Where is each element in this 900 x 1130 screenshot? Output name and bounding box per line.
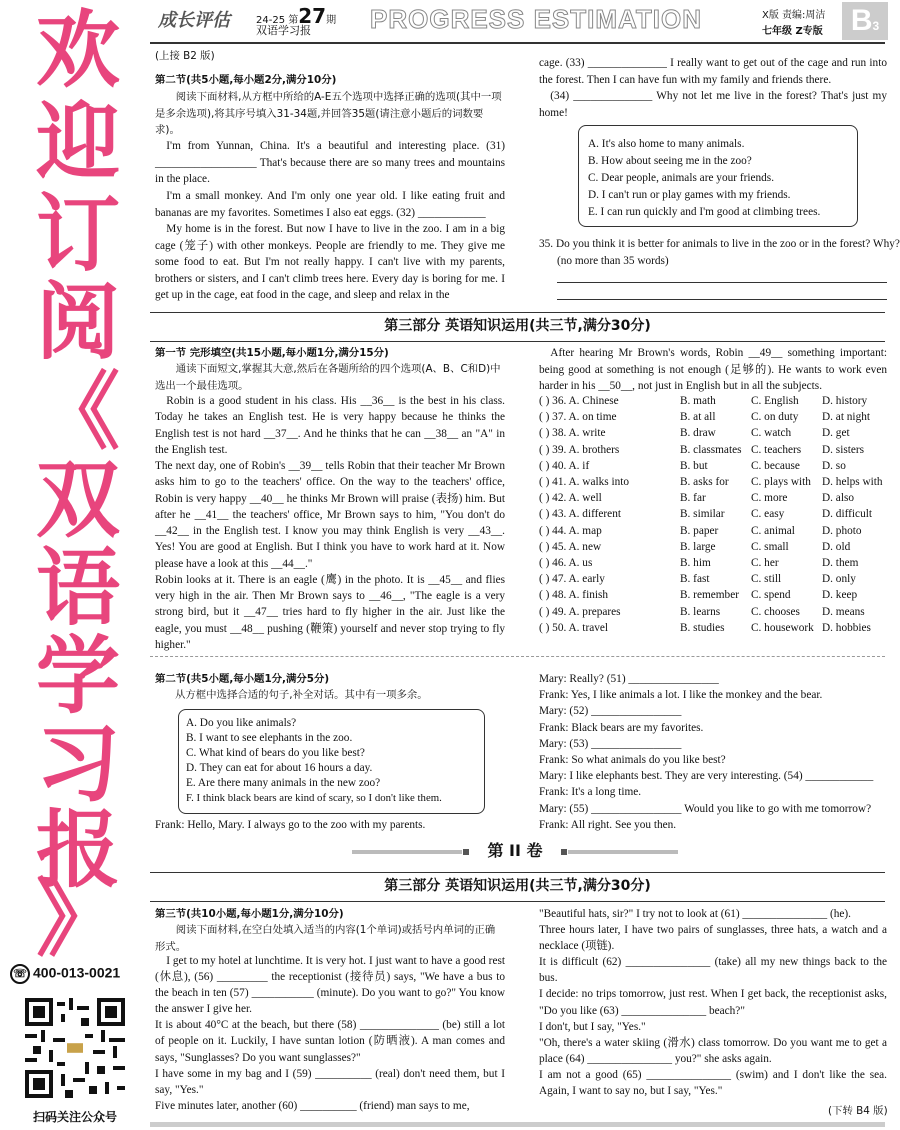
banner-title: PROGRESS ESTIMATION (370, 4, 702, 34)
dialogue-option: C. What kind of bears do you like best? (186, 747, 365, 759)
cloze-title: 第一节 完形填空(共15小题,每小题1分,满分15分) (155, 347, 389, 359)
reading-para-1: I'm from Yunnan, China. It's a beautiful and interesting place. (31) __________________ That's because there are so many trees and mountains in the place. (155, 140, 505, 186)
option-item: D. I can't run or play games with my friends. (588, 189, 791, 201)
section-rule (150, 312, 885, 313)
section-rule (150, 872, 885, 873)
choice-option[interactable]: B. asks for (680, 476, 729, 488)
dialogue-line: Mary: I like elephants best. They are very interesting. (54) ____________ (539, 770, 874, 783)
answer-line[interactable] (557, 299, 887, 300)
choice-option[interactable]: B. far (680, 492, 706, 505)
dialogue-option: A. Do you like animals? (186, 717, 297, 729)
promo-char: 欢 (35, 1, 120, 99)
promo-char: 》 (35, 870, 120, 968)
choice-option[interactable]: C. plays with (751, 476, 811, 488)
choice-option[interactable]: B. draw (680, 427, 716, 440)
part3-title-2: 第三部分 英语知识运用(共三节,满分30分) (384, 878, 651, 894)
dialogue-line: Frank: Black bears are my favorites. (539, 721, 704, 734)
choice-option[interactable]: C. spend (751, 589, 791, 602)
dialogue-line: Mary: (53) ________________ (539, 737, 682, 750)
section-title: 第二节(共5小题,每小题2分,满分10分) (155, 74, 337, 86)
edition-label: X版 责编:周洁 (762, 10, 826, 21)
choice-option[interactable]: C. English (751, 395, 799, 407)
answer-line[interactable] (557, 282, 887, 283)
option-item: B. How about seeing me in the zoo? (588, 155, 752, 167)
dialogue-option: D. They can eat for about 16 hours a day. (186, 762, 373, 774)
part3-title: 第三部分 英语知识运用(共三节,满分30分) (384, 318, 651, 334)
dialogue-line: Frank: It's a long time. (539, 786, 642, 799)
page-badge (842, 2, 888, 40)
dialogue-line: Mary: Really? (51) ________________ (539, 673, 719, 685)
dialogue-option: E. Are there many animals in the new zoo? (186, 777, 381, 789)
choice-option[interactable]: B. fast (680, 573, 710, 586)
section-instructions: 阅读下面材料,从方框中所给的A-E五个选项中选择正确的选项(其中一项是多余选项),将其序号填入31-34题,并回答35题(请注意小题后的词数要求)。 (155, 91, 502, 137)
choice-option[interactable]: D. keep (822, 589, 858, 602)
promo-char: 双 (35, 451, 120, 549)
qr-code[interactable] (25, 998, 125, 1098)
reading-para-4: (34) ______________ Why not let me live in the forest? That's just my home! (539, 90, 887, 119)
choice-option[interactable]: D. means (822, 605, 865, 618)
choice-option[interactable]: D. so (822, 459, 846, 472)
cloze-passage-end: After hearing Mr Brown's words, Robin __49__ something important: being good at something is not enough (足够的). He wants to work even harder in his __50__, not just in English but in all the subjects. (539, 347, 887, 393)
choice-option[interactable]: B. paper (680, 524, 719, 537)
dialogue-line: Mary: (52) ________________ (539, 705, 682, 718)
section-rule (150, 341, 885, 342)
choice-question[interactable]: ( ) 46. A. us (539, 557, 593, 569)
volume-label: 第 II 卷 (487, 841, 543, 860)
choice-option[interactable]: C. on duty (751, 411, 799, 424)
reading-para-2: I'm a small monkey. And I'm only one year old. I like eating fruit and bananas are my favorites. Sometimes I also eat eggs. (32) ____________ (155, 190, 505, 219)
choice-option[interactable]: C. watch (751, 427, 792, 440)
fill-instructions: 阅读下面材料,在空白处填入适当的内容(1个单词)或括号内单词的正确形式。 (155, 924, 496, 953)
choice-question[interactable]: ( ) 47. A. early (539, 573, 605, 586)
divider-bar (568, 850, 678, 854)
issue-suffix: 期 (326, 15, 337, 26)
promo-strip (0, 0, 150, 1130)
promo-char: 迎 (35, 93, 120, 191)
section-rule (150, 901, 885, 902)
choice-option[interactable]: D. old (822, 540, 851, 553)
divider-dot (561, 849, 567, 855)
dashed-separator (150, 656, 885, 657)
choice-question[interactable]: ( ) 50. A. travel (539, 621, 609, 634)
dialogue-line: Mary: (55) ________________ Would you like to go with me tomorrow? (539, 802, 872, 815)
promo-char: 语 (35, 539, 120, 637)
divider-bar (352, 850, 462, 854)
fill-passage-left: I get to my hotel at lunchtime. It is very hot. I just want to have a good rest (休息), (56) _________ the receptionist (接待员) says, "We have a bus to the beach in ten (57) ___________ (minute). Do you want to go?" You know the answer I give her. It is about 40°C at the beach, but there (58) ______________ (be) still a lot of people on it. Luckily, I have suntan lotion (防晒液). A man comes and says, "Sunglasses? Do you want sunglasses?" I have some in my bag and I (59) __________ (real) don't need them, but I say, "Yes." Five minutes later, another (60) __________ (friend) man says to me, (155, 955, 505, 1112)
promo-char: 订 (35, 185, 120, 283)
divider-dot (463, 849, 469, 855)
choice-option[interactable]: C. teachers (751, 443, 802, 456)
dialogue-line: Frank: All right. See you then. (539, 818, 677, 831)
cloze-instructions: 通读下面短文,掌握其大意,然后在各题所给的四个选项(A、B、C和D)中选出一个最佳选项。 (155, 363, 501, 392)
promo-char: 报 (35, 801, 120, 899)
choice-option[interactable]: D. photo (822, 524, 862, 537)
choice-question[interactable]: ( ) 49. A. prepares (539, 605, 621, 618)
choice-question[interactable]: ( ) 48. A. finish (539, 589, 609, 602)
choice-option[interactable]: C. because (751, 459, 800, 472)
option-item: E. I can run quickly and I'm good at climbing trees. (588, 206, 821, 218)
choice-option[interactable]: C. chooses (751, 605, 800, 618)
choice-option[interactable]: D. get (822, 427, 850, 440)
header-rule (150, 42, 885, 44)
choice-question[interactable]: ( ) 39. A. brothers (539, 443, 620, 456)
choice-option[interactable]: D. helps with (822, 476, 883, 488)
option-item: C. Dear people, animals are your friends. (588, 172, 775, 184)
dialogue-line: Frank: Yes, I like animals a lot. I like the monkey and the bear. (539, 689, 823, 702)
choice-option[interactable]: D. difficult (822, 508, 872, 521)
footer-bar (150, 1122, 885, 1127)
choice-option[interactable]: D. them (822, 557, 859, 569)
choice-option[interactable]: D. sisters (822, 443, 865, 456)
logo-text: 成长评估 (158, 10, 230, 31)
reading-para-3-cont: cage. (33) ______________ I really want to get out of the cage and run into the forest. Then I can have fun with my family and friends there. (539, 57, 887, 86)
choice-option[interactable]: D. only (822, 573, 856, 586)
choice-option[interactable]: B. classmates (680, 443, 742, 456)
phone-number[interactable] (10, 964, 120, 984)
dialogue-instructions: 从方框中选择合适的句子,补全对话。其中有一项多余。 (175, 689, 428, 701)
phone-icon: ☏ (10, 964, 30, 984)
choice-question[interactable]: ( ) 37. A. on time (539, 411, 617, 424)
choice-option[interactable]: D. history (822, 395, 868, 407)
choice-option[interactable]: C. still (751, 573, 782, 586)
promo-char: 《 (35, 363, 120, 461)
cloze-passage: Robin is a good student in his class. His __36__ is the best in his class. Today he takes an English test. He is very happy because he thinks the English test is not hard __37__. And he thinks that he can __38__ an "A" in the English test. The next day, one of Robin's __39__ tells Robin that their teacher Mr Brown asks him to go to the teachers' office. On the way to the teachers' office, Robin is very happy __40__ he thinks Mr Brown will praise (表扬) him. But after he __41__ the teachers' office, Mr Brown says to him, "You don't do __42__ in the English test. I know you may think English is very __43__. Yes! You are good at English. But I think you have to work hard at it. Now please have a look at this __44__." Robin looks at it. There is an eagle (鹰) in the photo. It is __45__ and flies very high in the air. Then Mr Brown says to __46__, "The eagle is a very strong bird, but it __47__ tries hard to fly higher in the air. Just like the eagle, you must __48__ pushing (鞭策) yourself and never stop trying to fly higher." (155, 395, 505, 651)
choice-option[interactable]: B. studies (680, 621, 725, 634)
choice-option[interactable]: D. at night (822, 411, 871, 424)
question-35: 35. Do you think it is better for animals to live in the zoo or in the forest? Why? (no more than 35 words) (539, 238, 900, 267)
choice-option[interactable]: B. math (680, 395, 716, 407)
choice-question[interactable]: ( ) 36. A. Chinese (539, 395, 619, 407)
paper-name: 双语学习报 (256, 24, 311, 37)
choice-option[interactable]: D. also (822, 492, 855, 505)
issue-prefix: 24-25 第 (256, 15, 299, 26)
choice-option[interactable]: B. large (680, 540, 716, 553)
continued-note: (上接 B2 版) (155, 50, 215, 62)
dialogue-line: Frank: So what animals do you like best? (539, 754, 726, 766)
choice-option[interactable]: C. easy (751, 508, 785, 521)
dialogue-line: Frank: Hello, Mary. I always go to the zoo with my parents. (155, 819, 426, 831)
choice-option[interactable]: C. her (751, 557, 779, 569)
page-badge-num: 3 (872, 19, 880, 33)
page-header (150, 0, 900, 42)
choice-question[interactable]: ( ) 41. A. walks into (539, 476, 630, 488)
promo-char: 学 (35, 627, 120, 725)
dialogue-title: 第二节(共5小题,每小题1分,满分5分) (155, 673, 330, 685)
promo-char: 阅 (35, 273, 120, 371)
qr-caption: 扫码关注公众号 (32, 1110, 117, 1124)
choice-option[interactable]: C. small (751, 540, 789, 553)
choice-option[interactable]: B. but (680, 459, 708, 472)
choice-question[interactable]: ( ) 42. A. well (539, 492, 602, 505)
choice-option[interactable]: B. at all (680, 411, 716, 424)
dialogue-option: F. I think black bears are kind of scary, so I don't like them. (186, 792, 442, 804)
choice-option[interactable]: B. him (680, 557, 711, 569)
option-item: A. It's also home to many animals. (588, 138, 745, 150)
choice-question[interactable]: ( ) 38. A. write (539, 427, 606, 440)
choice-question[interactable]: ( ) 44. A. map (539, 524, 602, 537)
issue-num: 27 (298, 4, 327, 28)
page-badge-letter: B (850, 4, 873, 37)
continued-next: (下转 B4 版) (828, 1105, 888, 1117)
choice-option[interactable]: C. housework (751, 621, 814, 634)
reading-para-3: My home is in the forest. But now I have to live in the zoo. I am in a big cage (笼子) with other monkeys. People are friendly to me. They give me some food to eat. But I'm not really happy. I can't live with my parents, brothers or sisters, and I can't climb trees here. Every day is boring for me. I get up in the cage, eat food in the cage, and sleep and relax in the (155, 223, 505, 302)
grade-label: 七年级 Z专版 (762, 26, 823, 37)
fill-passage-right: "Beautiful hats, sir?" I try not to look at (61) _______________ (he). Three hours later, I have two pairs of sunglasses, three hats, a watch and a necklace (项链). It is difficult (62) _______________ (take) all my new things back to the bus. I decide: no trips tomorrow, just rest. When I get back, the receptionist asks, "Do you like (63) _______________ beach?" I don't, but I say, "Yes." "Oh, there's a water skiing (滑水) class tomorrow. Do you want me to get a place (64) _______________ you?" she asks again. I am not a good (65) _______________ (swim) and I don't like the sea. Again, I want to say no, but I say, "Yes." (539, 908, 887, 1098)
choice-question[interactable]: ( ) 43. A. different (539, 508, 621, 521)
choice-question[interactable]: ( ) 45. A. new (539, 540, 602, 553)
choice-option[interactable]: C. animal (751, 524, 795, 537)
choice-option[interactable]: D. hobbies (822, 621, 871, 634)
phone-text: 400-013-0021 (33, 964, 121, 981)
fill-section-title: 第三节(共10小题,每小题1分,满分10分) (155, 908, 344, 920)
dialogue-option: B. I want to see elephants in the zoo. (186, 732, 353, 744)
choice-question[interactable]: ( ) 40. A. if (539, 459, 590, 472)
choice-option[interactable]: B. learns (680, 605, 721, 618)
choice-option[interactable]: B. remember (680, 589, 739, 602)
choice-option[interactable]: B. similar (680, 508, 725, 521)
promo-char: 习 (35, 715, 120, 813)
choice-option[interactable]: C. more (751, 492, 788, 505)
